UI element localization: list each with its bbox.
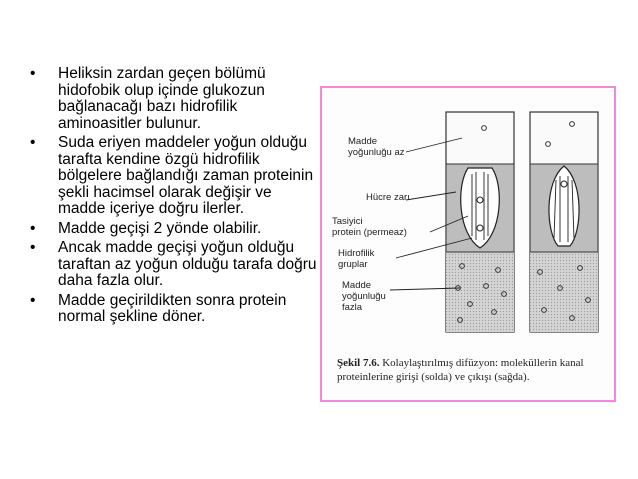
label-carrier-protein: Tasiyici protein (permeaz) xyxy=(332,216,407,238)
right-channel-panel xyxy=(530,112,598,332)
bullet-item: • Madde geçişi 2 yönde olabilir. xyxy=(30,219,262,237)
bullet-item: • Madde geçirildikten sonra protein normal şekline döner. xyxy=(30,291,287,325)
bullet-item: • Suda eriyen maddeler yoğun olduğu tarafta kendine özgü hidrofilik bölgelere bağlandığı zaman proteinin şekli hacimsel olarak değişir ve madde içeriye doğru ilerler. xyxy=(30,134,314,217)
label-hydrophilic-groups: Hidrofilik gruplar xyxy=(338,248,375,270)
label-high-concentration: Madde yoğunluğu fazla xyxy=(342,280,386,313)
label-cell-membrane: Hücre zarı xyxy=(366,192,410,203)
bullet-item: • Heliksin zardan geçen bölümü hidofobik olup içinde glukozun bağlanacağı bazı hidrofilik aminoasitler bulunur. xyxy=(30,65,266,132)
label-low-concentration: Madde yoğunluğu az xyxy=(348,136,405,158)
diffusion-diagram xyxy=(322,88,614,400)
bullet-item: • Ancak madde geçişi yoğun olduğu taraftan az yoğun olduğu tarafa doğru daha fazla olur. xyxy=(30,239,317,289)
bullet-list xyxy=(28,66,318,329)
figure-caption: Şekil 7.6. Kolaylaştırılmış difüzyon: moleküllerin kanal proteinlerine girişi (solda) ve çıkışı (sağda). xyxy=(337,357,584,383)
facilitated-diffusion-figure xyxy=(320,86,616,402)
left-channel-panel xyxy=(446,112,514,332)
